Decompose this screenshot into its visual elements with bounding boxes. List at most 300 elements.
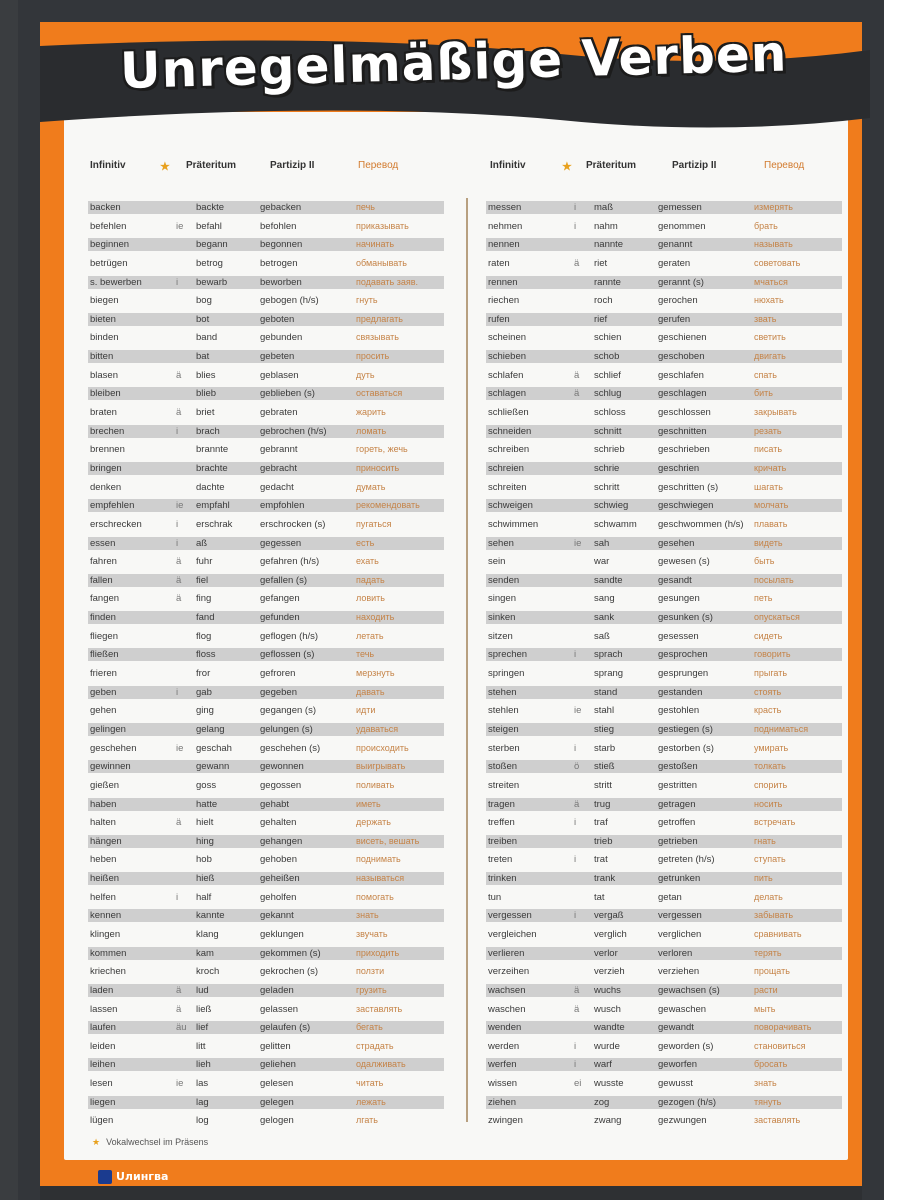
publisher-name: Uлингва: [116, 1170, 169, 1183]
translation-cell: обманывать: [356, 257, 407, 268]
table-row: [486, 534, 842, 553]
vowel-change-cell: i: [574, 649, 577, 661]
table-row: [486, 366, 842, 385]
translation-cell: думать: [356, 481, 386, 492]
prateritum-cell: sank: [594, 612, 615, 624]
vowel-change-cell: ie: [176, 1078, 184, 1090]
prateritum-cell: schwieg: [594, 500, 629, 512]
table-row: [88, 869, 444, 888]
footnote: [92, 1137, 208, 1148]
infinitive-cell: rennen: [488, 276, 518, 288]
infinitive-cell: beginnen: [90, 239, 130, 251]
translation-cell: поворачивать: [754, 1022, 812, 1033]
translation-cell: иметь: [356, 798, 381, 809]
partizip-cell: gesessen: [658, 630, 699, 642]
publisher-logo: [98, 1170, 184, 1186]
table-row: [88, 925, 444, 944]
vowel-change-cell: ä: [176, 593, 182, 605]
partizip-cell: gelogen: [260, 1115, 294, 1127]
table-row: [486, 217, 842, 236]
infinitive-cell: schließen: [488, 407, 529, 419]
table-row: [88, 403, 444, 422]
partizip-cell: geschrien: [658, 462, 700, 474]
table-row: [486, 1037, 842, 1056]
partizip-cell: genommen: [658, 220, 706, 232]
partizip-cell: gestohlen: [658, 705, 700, 717]
prateritum-cell: sprach: [594, 649, 623, 661]
publisher-mark-icon: [98, 1170, 112, 1184]
header-translation: Перевод: [764, 160, 805, 171]
table-row: [486, 906, 842, 925]
prateritum-cell: klang: [196, 928, 219, 940]
star-icon: ★: [160, 161, 170, 173]
table-row: [486, 813, 842, 832]
translation-cell: прощать: [754, 966, 790, 977]
translation-cell: гореть, жечь: [356, 444, 408, 455]
translation-cell: ползти: [356, 966, 385, 977]
vowel-change-cell: ä: [176, 817, 182, 829]
prateritum-cell: zwang: [594, 1115, 622, 1127]
vowel-change-cell: ö: [574, 761, 580, 773]
translation-cell: встречать: [754, 817, 796, 828]
infinitive-cell: lesen: [90, 1078, 113, 1090]
prateritum-cell: stieß: [594, 761, 615, 773]
column-divider: [466, 198, 468, 1122]
vowel-change-cell: i: [176, 518, 179, 530]
partizip-cell: geheißen: [260, 873, 300, 885]
table-row: [88, 683, 444, 702]
partizip-cell: gebeten: [260, 351, 295, 363]
prateritum-cell: wurde: [594, 1040, 620, 1052]
partizip-cell: gesandt: [658, 574, 692, 586]
partizip-cell: gebunden: [260, 332, 303, 344]
table-row: [486, 515, 842, 534]
translation-cell: двигать: [754, 351, 786, 362]
table-row: [88, 832, 444, 851]
infinitive-cell: stehen: [488, 686, 517, 698]
translation-cell: ломать: [356, 425, 387, 436]
prateritum-cell: roch: [594, 295, 613, 307]
infinitive-cell: streiten: [488, 779, 520, 791]
prateritum-cell: saß: [594, 630, 610, 642]
translation-cell: знать: [356, 910, 379, 921]
infinitive-cell: sehen: [488, 537, 514, 549]
infinitive-cell: schreiben: [488, 444, 530, 456]
prateritum-cell: betrog: [196, 257, 223, 269]
infinitive-cell: betrügen: [90, 257, 128, 269]
prateritum-cell: gelang: [196, 723, 225, 735]
partizip-cell: getroffen: [658, 817, 696, 829]
table-row: [88, 1000, 444, 1019]
table-row: [486, 645, 842, 664]
table-row: [486, 235, 842, 254]
infinitive-cell: backen: [90, 202, 121, 213]
translation-cell: звучать: [356, 928, 388, 939]
table-row: [486, 720, 842, 739]
prateritum-cell: hielt: [196, 817, 214, 829]
infinitive-cell: laden: [90, 984, 114, 996]
partizip-cell: befohlen: [260, 220, 297, 232]
infinitive-cell: halten: [90, 817, 116, 829]
translation-cell: гнуть: [356, 295, 378, 306]
translation-cell: идти: [356, 705, 376, 716]
partizip-cell: gemessen: [658, 202, 702, 213]
table-row: [88, 888, 444, 907]
vowel-change-cell: ie: [176, 220, 184, 232]
partizip-cell: gebacken: [260, 202, 302, 213]
vowel-change-cell: ä: [574, 388, 580, 400]
footnote-text: Vokalwechsel im Präsens: [106, 1137, 209, 1147]
partizip-cell: gegessen: [260, 537, 302, 549]
infinitive-cell: fliegen: [90, 630, 118, 642]
prateritum-cell: litt: [196, 1040, 206, 1052]
vowel-change-cell: ie: [574, 705, 582, 717]
prateritum-cell: fiel: [196, 574, 209, 586]
table-row: [88, 254, 444, 273]
infinitive-cell: waschen: [488, 1003, 526, 1015]
table-row: [486, 384, 842, 403]
infinitive-cell: treiben: [488, 835, 518, 847]
prateritum-cell: wusste: [594, 1078, 624, 1090]
vowel-change-cell: ä: [574, 257, 580, 269]
table-row: [486, 273, 842, 292]
infinitive-cell: denken: [90, 481, 122, 493]
partizip-cell: geschwiegen: [658, 500, 714, 512]
translation-cell: гнать: [754, 835, 776, 846]
prateritum-cell: briet: [196, 407, 215, 419]
table-row: [486, 459, 842, 478]
table-row: [88, 571, 444, 590]
table-row: [486, 328, 842, 347]
prateritum-cell: gewann: [196, 761, 230, 773]
translation-cell: делать: [754, 891, 783, 902]
vowel-change-cell: ie: [574, 537, 582, 549]
partizip-cell: gewandt: [658, 1022, 694, 1034]
prateritum-cell: aß: [196, 537, 208, 549]
translation-cell: лгать: [356, 1115, 378, 1126]
prateritum-cell: fuhr: [196, 556, 213, 568]
partizip-cell: geworden (s): [658, 1040, 714, 1052]
prateritum-cell: wusch: [594, 1003, 621, 1015]
prateritum-cell: trieb: [594, 835, 613, 847]
translation-cell: советовать: [754, 257, 801, 268]
table-row: [486, 440, 842, 459]
infinitive-cell: biegen: [90, 295, 119, 307]
vowel-change-cell: i: [574, 742, 577, 754]
prateritum-cell: schnitt: [594, 425, 622, 437]
infinitive-cell: sterben: [488, 742, 520, 754]
table-row: [486, 254, 842, 273]
translation-cell: приходить: [356, 947, 400, 958]
table-row: [486, 776, 842, 795]
infinitive-cell: stoßen: [488, 761, 518, 773]
infinitive-cell: hängen: [90, 835, 122, 847]
partizip-cell: gehabt: [260, 798, 290, 810]
prateritum-cell: hing: [196, 835, 214, 847]
partizip-cell: gefangen: [260, 593, 300, 605]
partizip-cell: gesungen: [658, 593, 700, 605]
header-prateritum: Präteritum: [186, 160, 237, 171]
vowel-change-cell: ä: [176, 574, 182, 586]
table-row: [88, 795, 444, 814]
partizip-cell: geschienen: [658, 332, 707, 344]
translation-cell: петь: [754, 593, 773, 604]
table-row: [88, 701, 444, 720]
partizip-cell: genannt: [658, 239, 693, 251]
prateritum-cell: half: [196, 891, 212, 903]
translation-cell: сидеть: [754, 630, 783, 641]
prateritum-cell: goss: [196, 779, 217, 791]
partizip-cell: gebrochen (h/s): [260, 425, 327, 437]
prateritum-cell: lieh: [196, 1059, 211, 1071]
table-row: [486, 1000, 842, 1019]
translation-cell: мчаться: [754, 276, 788, 287]
infinitive-cell: werfen: [488, 1059, 517, 1071]
table-row: [88, 664, 444, 683]
infinitive-cell: schreien: [488, 462, 524, 474]
infinitive-cell: kennen: [90, 910, 122, 922]
translation-cell: забывать: [754, 910, 794, 921]
infinitive-cell: bleiben: [90, 388, 121, 400]
partizip-cell: gegangen (s): [260, 705, 316, 717]
vowel-change-cell: i: [574, 854, 577, 866]
infinitive-cell: essen: [90, 537, 116, 549]
prateritum-cell: hieß: [196, 873, 215, 885]
translation-cell: читать: [356, 1078, 384, 1089]
partizip-cell: geflogen (h/s): [260, 630, 319, 642]
vowel-change-cell: äu: [176, 1022, 187, 1034]
infinitive-cell: riechen: [488, 295, 520, 307]
partizip-cell: geboten: [260, 313, 295, 325]
translation-cell: кричать: [754, 462, 787, 473]
vowel-change-cell: ä: [176, 369, 182, 381]
partizip-cell: gelungen (s): [260, 723, 313, 735]
prateritum-cell: lag: [196, 1096, 209, 1108]
prateritum-cell: geschah: [196, 742, 232, 754]
translation-cell: связывать: [356, 332, 399, 343]
translation-cell: ловить: [356, 593, 385, 604]
partizip-cell: geschwommen (h/s): [658, 518, 744, 530]
partizip-cell: empfohlen: [260, 500, 305, 512]
partizip-cell: gebraten: [260, 407, 298, 419]
prateritum-cell: befahl: [196, 220, 222, 232]
vowel-change-cell: i: [574, 910, 577, 922]
table-row: [88, 944, 444, 963]
translation-cell: знать: [754, 1078, 777, 1089]
infinitive-cell: springen: [488, 668, 525, 680]
translation-cell: сравнивать: [754, 928, 802, 939]
partizip-cell: beworben: [260, 276, 302, 288]
partizip-cell: gewesen (s): [658, 556, 710, 568]
table-row: [88, 1111, 444, 1130]
table-row: [486, 403, 842, 422]
partizip-cell: geblieben (s): [260, 388, 315, 400]
table-row: [88, 608, 444, 627]
infinitive-cell: gießen: [90, 779, 120, 791]
left-verb-table: [88, 198, 444, 1130]
infinitive-cell: scheinen: [488, 332, 527, 344]
prateritum-cell: schlug: [594, 388, 622, 400]
translation-cell: помогать: [356, 891, 394, 902]
infinitive-cell: wissen: [488, 1078, 518, 1090]
infinitive-cell: brennen: [90, 444, 125, 456]
translation-cell: умирать: [754, 742, 789, 753]
prateritum-cell: bot: [196, 313, 210, 325]
translation-cell: летать: [356, 630, 384, 641]
partizip-cell: gefunden: [260, 612, 300, 624]
prateritum-cell: verglich: [594, 928, 627, 940]
infinitive-cell: fallen: [90, 574, 113, 586]
partizip-cell: geholfen: [260, 891, 297, 903]
vowel-change-cell: i: [574, 220, 577, 232]
table-row: [486, 589, 842, 608]
partizip-cell: gesunken (s): [658, 612, 713, 624]
table-row: [486, 850, 842, 869]
partizip-cell: geschlafen: [658, 369, 704, 381]
prateritum-cell: kroch: [196, 966, 220, 978]
vowel-change-cell: ä: [176, 556, 182, 568]
partizip-cell: gewachsen (s): [658, 984, 720, 996]
prateritum-cell: trat: [594, 854, 608, 866]
table-row: [88, 720, 444, 739]
table-row: [486, 291, 842, 310]
partizip-cell: gezogen (h/s): [658, 1096, 717, 1108]
table-row: [88, 962, 444, 981]
translation-cell: течь: [356, 649, 375, 660]
partizip-cell: gefallen (s): [260, 574, 307, 586]
table-row: [88, 1074, 444, 1093]
prateritum-cell: rannte: [594, 276, 621, 288]
table-row: [88, 347, 444, 366]
translation-cell: молчать: [754, 500, 789, 511]
partizip-cell: gerannt (s): [658, 276, 704, 288]
vowel-change-cell: ä: [574, 1003, 580, 1015]
prateritum-cell: brach: [196, 425, 220, 437]
translation-cell: выигрывать: [356, 761, 406, 772]
prateritum-cell: schlief: [594, 369, 621, 381]
translation-cell: поднимать: [356, 854, 401, 865]
table-row: [486, 1055, 842, 1074]
translation-cell: жарить: [356, 407, 386, 418]
table-row: [486, 422, 842, 441]
prateritum-cell: stand: [594, 686, 618, 698]
infinitive-cell: ziehen: [488, 1096, 516, 1108]
partizip-cell: gesprochen: [658, 649, 708, 661]
table-row: [88, 850, 444, 869]
translation-cell: стоять: [754, 686, 782, 697]
partizip-cell: gegeben: [260, 686, 297, 698]
table-row: [486, 832, 842, 851]
partizip-cell: getan: [658, 891, 682, 903]
table-row: [486, 1093, 842, 1112]
table-row: [88, 627, 444, 646]
prateritum-cell: schritt: [594, 481, 620, 493]
infinitive-cell: zwingen: [488, 1115, 523, 1127]
infinitive-cell: helfen: [90, 891, 116, 903]
partizip-cell: gesprungen: [658, 668, 709, 680]
infinitive-cell: schieben: [488, 351, 527, 363]
infinitive-cell: schlagen: [488, 388, 527, 400]
translation-cell: приказывать: [356, 220, 409, 231]
prateritum-cell: tat: [594, 891, 605, 903]
prateritum-cell: rief: [594, 313, 608, 325]
infinitive-cell: trinken: [488, 873, 517, 885]
partizip-cell: gewonnen: [260, 761, 304, 773]
table-row: [486, 347, 842, 366]
partizip-cell: gewaschen: [658, 1003, 707, 1015]
table-row: [486, 683, 842, 702]
infinitive-cell: singen: [488, 593, 516, 605]
partizip-cell: gerufen: [658, 313, 691, 325]
translation-cell: пугаться: [356, 518, 392, 529]
translation-cell: видеть: [754, 537, 783, 548]
partizip-cell: gerochen: [658, 295, 698, 307]
prateritum-cell: sah: [594, 537, 610, 549]
translation-cell: держать: [356, 817, 391, 828]
table-row: [486, 571, 842, 590]
translation-cell: страдать: [356, 1040, 394, 1051]
partizip-cell: betrogen: [260, 257, 298, 269]
prateritum-cell: begann: [196, 239, 228, 251]
vowel-change-cell: i: [176, 537, 179, 549]
infinitive-cell: befehlen: [90, 220, 127, 232]
translation-cell: прыгать: [754, 668, 788, 679]
partizip-cell: gestiegen (s): [658, 723, 713, 735]
table-row: [88, 422, 444, 441]
partizip-cell: gelesen: [260, 1078, 294, 1090]
translation-cell: оставаться: [356, 388, 403, 399]
right-verb-table: [486, 198, 842, 1130]
infinitive-cell: sinken: [488, 612, 516, 624]
infinitive-cell: verlieren: [488, 947, 525, 959]
infinitive-cell: frieren: [90, 668, 117, 680]
vowel-change-cell: i: [176, 686, 179, 698]
translation-cell: брать: [754, 220, 778, 231]
infinitive-cell: braten: [90, 407, 117, 419]
translation-cell: шагать: [754, 481, 783, 492]
partizip-cell: gekommen (s): [260, 947, 321, 959]
partizip-cell: gesehen: [658, 537, 695, 549]
infinitive-cell: klingen: [90, 928, 121, 940]
table-row: [88, 906, 444, 925]
vowel-change-cell: ie: [176, 500, 184, 512]
partizip-cell: verloren: [658, 947, 693, 959]
infinitive-cell: gelingen: [90, 723, 126, 735]
vowel-change-cell: i: [176, 891, 179, 903]
prateritum-cell: empfahl: [196, 500, 230, 512]
infinitive-cell: geschehen: [90, 742, 137, 754]
table-row: [486, 627, 842, 646]
translation-cell: быть: [754, 556, 775, 567]
infinitive-cell: erschrecken: [90, 518, 142, 530]
partizip-cell: geflossen (s): [260, 649, 315, 661]
partizip-cell: gebrannt: [260, 444, 298, 456]
prateritum-cell: lud: [196, 984, 209, 996]
star-icon: ★: [92, 1137, 101, 1147]
prateritum-cell: schien: [594, 332, 622, 344]
infinitive-cell: schreiten: [488, 481, 527, 493]
prateritum-cell: stritt: [594, 779, 612, 791]
prateritum-cell: nannte: [594, 239, 624, 251]
translation-cell: терять: [754, 947, 782, 958]
infinitive-cell: leihen: [90, 1059, 116, 1071]
star-icon: ★: [562, 161, 572, 173]
prateritum-cell: schrieb: [594, 444, 625, 456]
partizip-cell: gebogen (h/s): [260, 295, 319, 307]
table-row: [88, 291, 444, 310]
prateritum-cell: riet: [594, 257, 608, 269]
translation-cell: подавать заяв.: [356, 276, 419, 287]
